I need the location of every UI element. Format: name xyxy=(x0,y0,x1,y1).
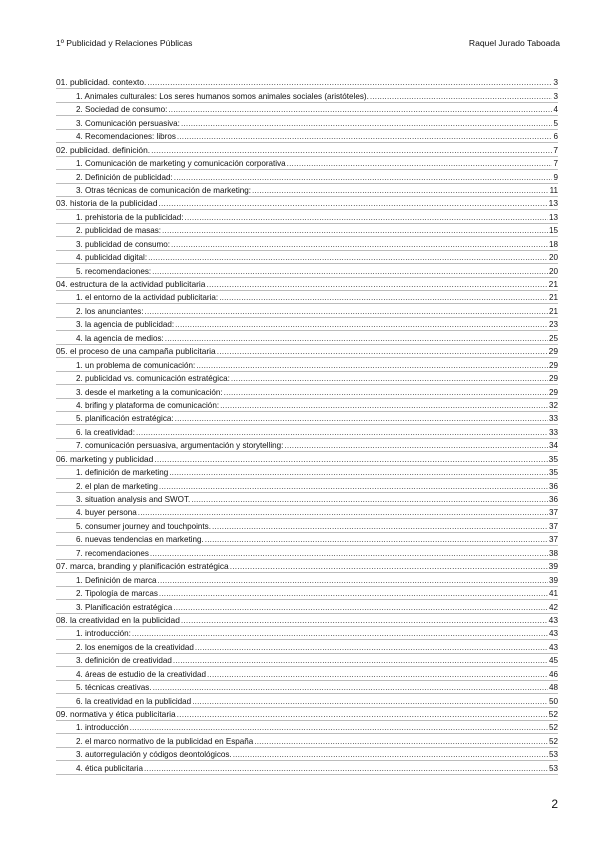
toc-item[interactable] xyxy=(56,237,558,250)
toc-leader-dots xyxy=(165,333,548,344)
toc-entry-page: 15 xyxy=(548,226,558,236)
toc-entry-title: 3. definición de creatividad xyxy=(76,656,172,666)
toc-entry-title: 6. nuevas tendencias en marketing. xyxy=(76,535,204,545)
toc-item[interactable] xyxy=(56,694,558,707)
toc-entry-title: 4. publicidad digital: xyxy=(76,253,148,263)
toc-leader-dots xyxy=(230,561,548,572)
toc-item[interactable] xyxy=(56,224,558,237)
toc-leader-dots xyxy=(168,104,552,115)
toc-entry-page: 53 xyxy=(548,763,558,773)
toc-section[interactable] xyxy=(56,76,558,89)
toc-entry-page: 18 xyxy=(548,239,558,249)
toc-entry-page: 39 xyxy=(548,561,558,572)
toc-entry-title: 4. la agencia de medios: xyxy=(76,333,164,343)
toc-entry-page: 4 xyxy=(553,105,558,115)
toc-entry-page: 5 xyxy=(553,118,558,128)
toc-entry-title: 6. la creatividad: xyxy=(76,427,135,437)
toc-entry-title: 5. planificación estratégica: xyxy=(76,414,174,424)
toc-entry-page: 6 xyxy=(553,132,558,142)
toc-entry-title: 3. Planificación estratégica xyxy=(76,602,173,612)
toc-leader-dots xyxy=(181,118,553,129)
toc-entry-title: 1. el entorno de la actividad publicitaria: xyxy=(76,293,219,303)
toc-leader-dots xyxy=(192,696,548,707)
toc-entry-title: 1. introducción: xyxy=(76,629,131,639)
toc-entry-page: 37 xyxy=(548,535,558,545)
toc-item[interactable] xyxy=(56,358,558,371)
toc-entry-title: 03. historia de la publicidad xyxy=(56,198,158,209)
toc-item[interactable] xyxy=(56,627,558,640)
toc-entry-title: 2. los enemigos de la creatividad xyxy=(76,642,194,652)
toc-entry-title: 3. situation analysis and SWOT. xyxy=(76,495,191,504)
toc-item[interactable] xyxy=(56,466,558,479)
toc-leader-dots xyxy=(220,400,548,411)
toc-entry-title: 4. buyer persona xyxy=(76,508,137,518)
toc-entry-page: 43 xyxy=(548,614,558,625)
toc-leader-dots xyxy=(207,669,548,680)
toc-entry-page: 21 xyxy=(548,306,558,316)
toc-entry-page: 52 xyxy=(548,723,558,733)
toc-leader-dots xyxy=(224,387,548,398)
toc-leader-dots xyxy=(370,91,553,102)
toc-entry-page: 33 xyxy=(548,427,558,437)
toc-leader-dots xyxy=(145,306,548,317)
toc-entry-page: 13 xyxy=(548,212,558,222)
toc-leader-dots xyxy=(206,279,547,290)
toc-entry-page: 36 xyxy=(548,495,558,504)
toc-item[interactable] xyxy=(56,184,558,197)
toc-entry-title: 01. publicidad. contexto. xyxy=(56,77,147,88)
toc-entry-title: 1. introducción xyxy=(76,723,129,733)
toc-leader-dots xyxy=(252,185,549,196)
toc-item[interactable] xyxy=(56,748,558,761)
toc-leader-dots xyxy=(185,212,548,223)
document-header-author: Raquel Jurado Taboada xyxy=(468,38,560,48)
toc-leader-dots xyxy=(171,239,548,250)
toc-item[interactable] xyxy=(56,587,558,600)
toc-leader-dots xyxy=(217,346,548,357)
toc-leader-dots xyxy=(196,360,548,371)
toc-leader-dots xyxy=(175,319,548,330)
toc-leader-dots xyxy=(191,494,548,505)
toc-section[interactable] xyxy=(56,345,558,358)
toc-leader-dots xyxy=(169,467,548,478)
toc-entry-title: 1. Definición de marca xyxy=(76,575,157,585)
toc-item[interactable] xyxy=(56,640,558,653)
toc-item[interactable] xyxy=(56,600,558,613)
toc-item[interactable] xyxy=(56,479,558,492)
toc-item[interactable] xyxy=(56,439,558,452)
toc-item[interactable] xyxy=(56,170,558,183)
toc-entry-page: 39 xyxy=(548,575,558,585)
toc-item[interactable] xyxy=(56,506,558,519)
toc-leader-dots xyxy=(212,521,548,532)
toc-entry-title: 2. Definición de publicidad: xyxy=(76,172,173,182)
toc-leader-dots xyxy=(151,145,552,156)
toc-entry-page: 21 xyxy=(548,279,558,289)
toc-entry-page: 36 xyxy=(548,481,558,491)
toc-entry-page: 33 xyxy=(548,414,558,424)
toc-leader-dots xyxy=(147,77,552,88)
toc-leader-dots xyxy=(162,225,548,236)
toc-entry-title: 4. áreas de estudio de la creatividad xyxy=(76,669,207,679)
toc-leader-dots xyxy=(136,427,548,438)
toc-entry-page: 20 xyxy=(548,266,558,276)
toc-leader-dots xyxy=(144,763,548,774)
toc-leader-dots xyxy=(138,507,548,518)
toc-leader-dots xyxy=(130,722,548,733)
toc-entry-title: 1. Comunicación de marketing y comunicación corporativa xyxy=(76,159,286,169)
toc-entry-title: 7. comunicación persuasiva, argumentación y storytelling: xyxy=(76,441,284,451)
toc-entry-page: 7 xyxy=(553,144,558,155)
toc-leader-dots xyxy=(284,440,548,451)
toc-entry-title: 5. consumer journey and touchpoints. xyxy=(76,521,211,531)
toc-entry-page: 37 xyxy=(548,521,558,531)
toc-item[interactable] xyxy=(56,734,558,747)
toc-entry-title: 5. técnicas creativas. xyxy=(76,683,152,693)
toc-leader-dots xyxy=(231,373,548,384)
toc-item[interactable] xyxy=(56,385,558,398)
toc-section[interactable] xyxy=(56,560,558,573)
toc-leader-dots xyxy=(205,534,548,545)
toc-leader-dots xyxy=(219,292,548,303)
toc-item[interactable] xyxy=(56,318,558,331)
toc-item[interactable] xyxy=(56,331,558,344)
toc-entry-title: 1. definición de marketing xyxy=(76,468,169,478)
toc-entry-title: 3. desde el marketing a la comunicación: xyxy=(76,387,223,397)
toc-leader-dots xyxy=(159,198,548,209)
toc-leader-dots xyxy=(233,749,548,760)
toc-entry-page: 35 xyxy=(548,468,558,478)
toc-entry-page: 38 xyxy=(548,548,558,558)
toc-entry-page: 43 xyxy=(548,629,558,639)
toc-entry-title: 04. estructura de la actividad publicitaria xyxy=(56,279,206,289)
toc-leader-dots xyxy=(173,602,548,613)
toc-entry-title: 1. prehistoria de la publicidad: xyxy=(76,212,184,222)
toc-leader-dots xyxy=(177,131,553,142)
document-header-course: 1º Publicidad y Relaciones Públicas xyxy=(56,38,193,48)
toc-entry-title: 1. Animales culturales: Los seres humanos somos animales sociales (aristóteles). xyxy=(76,91,369,101)
toc-section[interactable] xyxy=(56,452,558,465)
toc-leader-dots xyxy=(195,642,548,653)
toc-entry-page: 21 xyxy=(548,293,558,303)
page-number: 2 xyxy=(551,797,558,811)
toc-entry-page: 52 xyxy=(548,736,558,746)
toc-entry-title: 4. brifing y plataforma de comunicación: xyxy=(76,400,220,410)
toc-entry-title: 1. un problema de comunicación: xyxy=(76,360,196,370)
toc-item[interactable] xyxy=(56,116,558,129)
toc-item[interactable] xyxy=(56,761,558,774)
toc-entry-title: 2. los anunciantes: xyxy=(76,306,144,316)
toc-entry-title: 2. Sociedad de consumo: xyxy=(76,105,168,115)
toc-entry-page: 13 xyxy=(548,198,558,209)
toc-entry-title: 4. Recomendaciones: libros xyxy=(76,132,176,142)
toc-entry-title: 3. la agencia de publicidad: xyxy=(76,320,175,330)
toc-item[interactable] xyxy=(56,157,558,170)
toc-item[interactable] xyxy=(56,493,558,506)
toc-entry-page: 37 xyxy=(548,508,558,518)
toc-item[interactable] xyxy=(56,533,558,546)
toc-entry-title: 3. Comunicación persuasiva: xyxy=(76,118,180,128)
toc-entry-page: 23 xyxy=(548,320,558,330)
toc-entry-title: 5. recomendaciones: xyxy=(76,266,152,276)
toc-entry-title: 2. Tipología de marcas xyxy=(76,589,158,599)
toc-entry-page: 29 xyxy=(548,387,558,397)
toc-entry-title: 4. ética publicitaria xyxy=(76,763,144,773)
toc-item[interactable] xyxy=(56,372,558,385)
toc-entry-title: 2. el plan de marketing xyxy=(76,481,158,491)
toc-leader-dots xyxy=(153,682,548,693)
toc-item[interactable] xyxy=(56,399,558,412)
toc-entry-title: 3. publicidad de consumo: xyxy=(76,239,171,249)
toc-section[interactable] xyxy=(56,614,558,627)
toc-entry-page: 29 xyxy=(548,346,558,357)
toc-item[interactable] xyxy=(56,251,558,264)
toc-leader-dots xyxy=(254,736,548,747)
toc-entry-page: 50 xyxy=(548,696,558,706)
toc-section[interactable] xyxy=(56,708,558,721)
toc-item[interactable] xyxy=(56,654,558,667)
toc-entry-title: 2. publicidad de masas: xyxy=(76,226,162,236)
toc-leader-dots xyxy=(159,588,548,599)
toc-entry-page: 9 xyxy=(553,172,558,182)
toc-leader-dots xyxy=(181,615,548,626)
toc-item[interactable] xyxy=(56,573,558,586)
toc-entry-title: 2. publicidad vs. comunicación estratégica: xyxy=(76,374,230,384)
toc-entry-title: 6. la creatividad en la publicidad xyxy=(76,696,192,706)
toc-entry-title: 3. Otras técnicas de comunicación de marketing: xyxy=(76,185,251,195)
toc-item[interactable] xyxy=(56,103,558,116)
toc-entry-title: 2. el marco normativo de la publicidad en España xyxy=(76,736,254,746)
toc-entry-title: 09. normativa y ética publicitaria xyxy=(56,709,176,719)
toc-entry-page: 32 xyxy=(548,400,558,410)
toc-entry-page: 35 xyxy=(548,453,558,464)
toc-entry-page: 41 xyxy=(548,589,558,599)
toc-entry-title: 3. autorregulación y códigos deontológicos. xyxy=(76,750,232,760)
toc-item[interactable] xyxy=(56,210,558,223)
toc-item[interactable] xyxy=(56,667,558,680)
toc-entry-title: 7. recomendaciones xyxy=(76,548,149,558)
toc-item[interactable] xyxy=(56,130,558,143)
toc-leader-dots xyxy=(287,158,553,169)
toc-entry-title: 06. marketing y publicidad xyxy=(56,453,154,464)
toc-entry-page: 43 xyxy=(548,642,558,652)
toc-item[interactable] xyxy=(56,264,558,277)
toc-leader-dots xyxy=(159,481,548,492)
toc-entry-page: 53 xyxy=(548,750,558,760)
toc-leader-dots xyxy=(177,709,548,720)
toc-entry-page: 11 xyxy=(549,185,558,195)
toc-leader-dots xyxy=(174,172,553,183)
toc-item[interactable] xyxy=(56,721,558,734)
toc-entry-title: 05. el proceso de una campaña publicitaria xyxy=(56,346,216,357)
toc-entry-page: 29 xyxy=(548,374,558,384)
toc-entry-page: 48 xyxy=(548,683,558,693)
toc-entry-page: 20 xyxy=(548,253,558,263)
toc-leader-dots xyxy=(154,454,547,465)
toc-entry-page: 42 xyxy=(548,602,558,612)
toc-leader-dots xyxy=(158,575,548,586)
toc-entry-page: 29 xyxy=(548,360,558,370)
toc-item[interactable] xyxy=(56,89,558,102)
toc-entry-page: 25 xyxy=(548,333,558,343)
toc-item[interactable] xyxy=(56,304,558,317)
toc-entry-page: 34 xyxy=(548,441,558,451)
toc-entry-page: 3 xyxy=(553,91,558,101)
toc-entry-page: 52 xyxy=(548,709,558,719)
toc-leader-dots xyxy=(148,252,548,263)
toc-entry-page: 45 xyxy=(548,656,558,666)
toc-item[interactable] xyxy=(56,425,558,438)
table-of-contents xyxy=(56,76,558,775)
toc-section[interactable] xyxy=(56,143,558,156)
toc-leader-dots xyxy=(152,266,548,277)
toc-entry-page: 7 xyxy=(553,159,558,169)
toc-entry-title: 07. marca, branding y planificación estratégica xyxy=(56,561,229,572)
toc-leader-dots xyxy=(175,413,548,424)
toc-leader-dots xyxy=(132,628,548,639)
toc-item[interactable] xyxy=(56,412,558,425)
toc-leader-dots xyxy=(150,548,548,559)
toc-item[interactable] xyxy=(56,291,558,304)
toc-entry-page: 46 xyxy=(548,669,558,679)
toc-entry-title: 08. la creatividad en la publicidad xyxy=(56,614,180,625)
toc-section[interactable] xyxy=(56,278,558,291)
toc-entry-page: 3 xyxy=(553,77,558,88)
toc-entry-title: 02. publicidad. definición. xyxy=(56,144,151,155)
toc-section[interactable] xyxy=(56,197,558,210)
toc-item[interactable] xyxy=(56,519,558,532)
toc-leader-dots xyxy=(173,655,548,666)
toc-item[interactable] xyxy=(56,546,558,559)
toc-item[interactable] xyxy=(56,681,558,694)
